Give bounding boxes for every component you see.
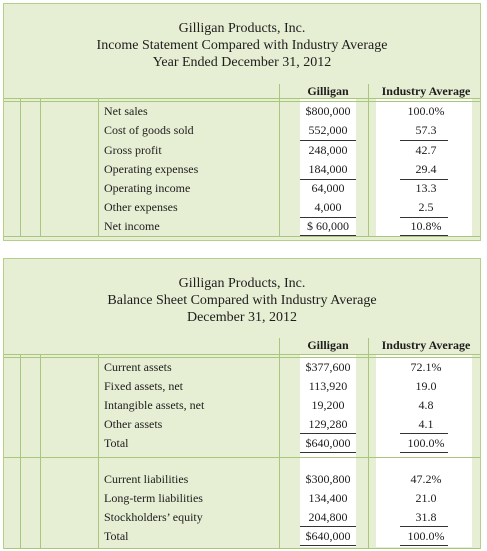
statement-period: December 31, 2012 — [186, 310, 298, 325]
total-double-underline — [300, 452, 356, 453]
company-value: 134,400 — [308, 491, 348, 505]
row-label: Net income — [104, 219, 160, 233]
column-rule — [98, 354, 99, 549]
row-label: Total — [104, 436, 129, 450]
row-label: Other assets — [104, 417, 163, 431]
company-value: $377,600 — [305, 360, 351, 374]
row-label: Gross profit — [104, 143, 162, 157]
rule — [4, 98, 480, 99]
row-label: Current assets — [104, 360, 172, 374]
column-header-industry: Industry Average — [381, 338, 471, 352]
company-name: Gilligan Products, Inc. — [178, 276, 306, 291]
row-label: Operating expenses — [104, 162, 199, 176]
company-value: 184,000 — [308, 162, 348, 176]
column-rule — [40, 98, 41, 237]
company-value: 113,920 — [308, 379, 348, 393]
row-label: Total — [104, 529, 129, 543]
company-value: $800,000 — [305, 104, 351, 118]
industry-value: 19.0 — [415, 379, 437, 393]
industry-value: 29.4 — [415, 162, 437, 176]
company-value: 19,200 — [311, 398, 345, 412]
column-header-company: Gilligan — [307, 84, 349, 98]
rule — [4, 548, 480, 549]
column-header-company: Gilligan — [307, 338, 349, 352]
column-header-industry: Industry Average — [381, 84, 471, 98]
total-double-underline — [400, 452, 448, 453]
company-name: Gilligan Products, Inc. — [178, 21, 306, 36]
total-double-underline — [400, 235, 448, 236]
income-statement-panel — [3, 3, 481, 241]
row-label: Net sales — [104, 104, 148, 118]
industry-value: 21.0 — [415, 491, 437, 505]
industry-value: 13.3 — [415, 181, 437, 195]
industry-value: 47.2% — [410, 472, 442, 486]
column-rule — [20, 98, 21, 237]
industry-value: 100.0% — [407, 529, 445, 543]
balance-sheet-panel — [3, 258, 481, 549]
total-double-underline — [300, 545, 356, 546]
statement-title: Income Statement Compared with Industry Average — [96, 38, 388, 53]
company-value: $640,000 — [305, 436, 351, 450]
industry-value: 42.7 — [415, 143, 437, 157]
industry-value: 4.8 — [418, 398, 434, 412]
row-label: Intangible assets, net — [104, 398, 205, 412]
total-double-underline — [400, 545, 448, 546]
company-value: 204,800 — [308, 510, 348, 524]
statement-title: Balance Sheet Compared with Industry Average — [107, 293, 377, 308]
company-value: $640,000 — [305, 529, 351, 543]
company-value: 129,280 — [308, 417, 348, 431]
company-value: 64,000 — [311, 181, 345, 195]
company-value: $ 60,000 — [307, 219, 349, 233]
row-label: Long-term liabilities — [104, 491, 203, 505]
industry-value: 72.1% — [410, 360, 442, 374]
rule — [4, 457, 480, 458]
total-double-underline — [300, 235, 356, 236]
statement-period: Year Ended December 31, 2012 — [152, 55, 332, 70]
column-rule — [98, 98, 99, 237]
row-label: Cost of goods sold — [104, 123, 194, 137]
industry-value: 100.0% — [407, 436, 445, 450]
industry-value: 10.8% — [410, 219, 442, 233]
column-rule — [20, 354, 21, 549]
company-value: 248,000 — [308, 143, 348, 157]
rule — [4, 354, 480, 355]
row-label: Other expenses — [104, 200, 178, 214]
income-statement-header — [4, 20, 480, 71]
row-label: Operating income — [104, 181, 191, 195]
industry-value: 100.0% — [407, 104, 445, 118]
row-label: Stockholders’ equity — [104, 510, 203, 524]
rule — [4, 236, 480, 237]
row-label: Current liabilities — [104, 472, 189, 486]
row-label: Fixed assets, net — [104, 379, 183, 393]
company-value: 552,000 — [308, 123, 348, 137]
column-rule — [40, 354, 41, 549]
industry-value: 31.8 — [415, 510, 437, 524]
company-value: $300,800 — [305, 472, 351, 486]
balance-sheet-header — [4, 275, 480, 326]
industry-value: 2.5 — [418, 200, 434, 214]
industry-value: 4.1 — [418, 417, 434, 431]
industry-value: 57.3 — [415, 123, 437, 137]
company-value: 4,000 — [314, 200, 342, 214]
